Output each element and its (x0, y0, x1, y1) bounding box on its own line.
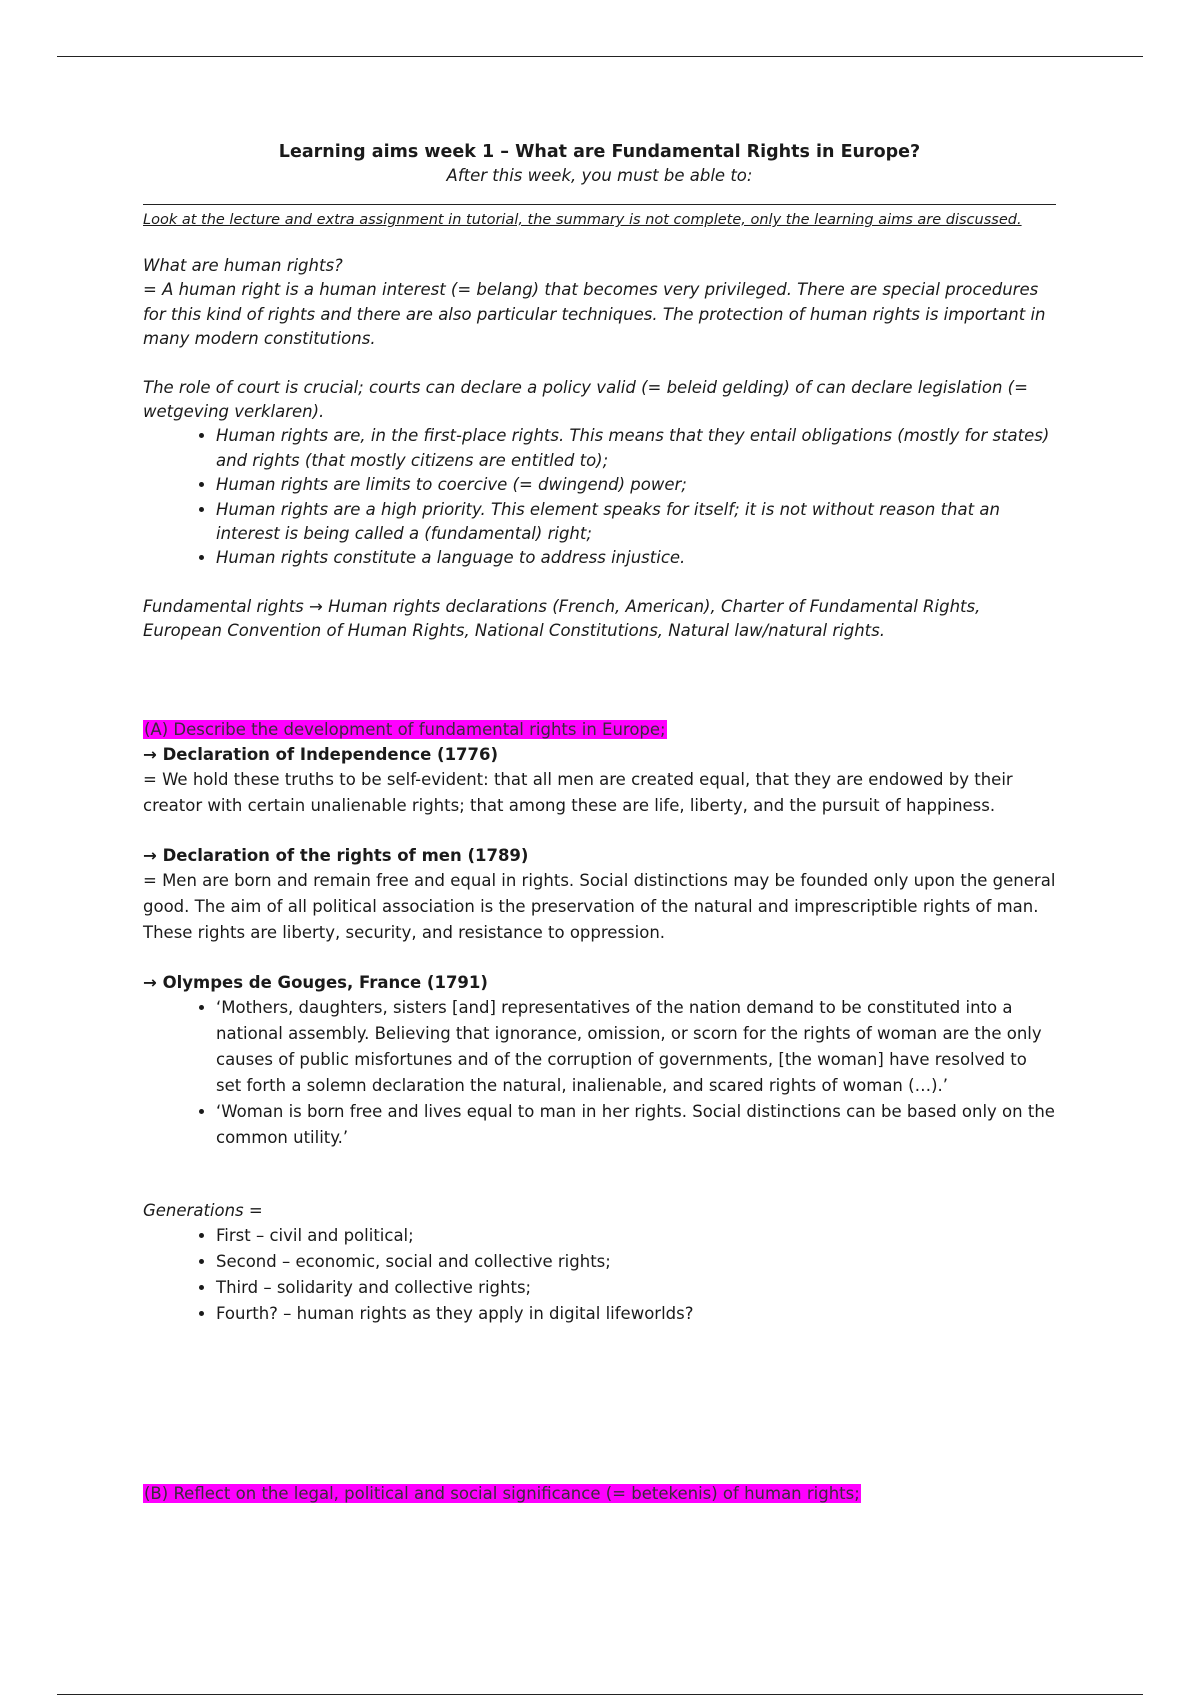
declaration-independence-text: = We hold these truths to be self-evident: that all men are created equal, that they are endowed by their creator with certain unalienable rights; that among these are life, liberty, and the pursuit of happiness. (143, 769, 1013, 815)
fundamental-rights-text: Fundamental rights → Human rights declarations (French, American), Charter of Fundamental Rights, European Convention of Human Rights, National Constitutions, Natural law/natural rights. (143, 596, 981, 641)
olympes-bullet-list (143, 995, 1056, 1151)
arrow-icon: → (143, 972, 157, 992)
bottom-rule (57, 1694, 1143, 1695)
olympes-title: → Olympes de Gouges, France (1791) (143, 972, 488, 992)
list-item: • Human rights are a high priority. This element speaks for itself; it is not without reason that an interest is being called a (fundamental) right; (216, 498, 1056, 547)
intro-question: What are human rights? (143, 256, 343, 275)
list-item: • Fourth? – human rights as they apply in digital lifeworlds? (216, 1301, 1056, 1327)
arrow-icon: → (143, 744, 157, 764)
list-item: • Second – economic, social and collective rights; (216, 1249, 1056, 1275)
page-subtitle: After this week, you must be able to: (446, 166, 753, 185)
declaration-rights-text: = Men are born and remain free and equal in rights. Social distinctions may be founded only upon the general good. The aim of all political association is the preservation of the natural and imprescriptible rights of man. These rights are liberty, security, and resistance to oppression. (143, 870, 1056, 942)
generations-list (143, 1223, 1056, 1327)
document-page (143, 140, 1056, 1506)
list-item: • Third – solidarity and collective rights; (216, 1275, 1056, 1301)
list-item: • First – civil and political; (216, 1223, 1056, 1249)
note-text: Look at the lecture and extra assignment in tutorial, the summary is not complete, only the learning aims are discussed. (143, 212, 1022, 228)
declaration-rights-title: → Declaration of the rights of men (1789) (143, 845, 529, 865)
note-block (143, 204, 1056, 230)
intro-court: The role of court is crucial; courts can declare a policy valid (= beleid gelding) of can declare legislation (= wetgeving verklaren). (143, 377, 1028, 422)
page-title: Learning aims week 1 – What are Fundamental Rights in Europe? (278, 142, 921, 162)
section-b-heading: (B) Reflect on the legal, political and social significance (= betekenis) of human rights; (144, 1484, 860, 1504)
intro-answer: = A human right is a human interest (= belang) that becomes very privileged. There are special procedures for this kind of rights and there are also particular techniques. The protection of human rights is important in many modern constitutions. (143, 280, 1046, 349)
list-item: • ‘Woman is born free and lives equal to man in her rights. Social distinctions can be based only on the common utility.’ (216, 1099, 1056, 1151)
list-item: • ‘Mothers, daughters, sisters [and] representatives of the nation demand to be constituted into a national assembly. Believing that ignorance, omission, or scorn for the rights of woman are the only causes of public misfortunes and of the corruption of governments, [the woman] have resolved to set forth a solemn declaration the natural, inalienable, and scared rights of woman (…).’ (216, 995, 1056, 1099)
arrow-icon: → (143, 845, 157, 865)
list-item: • Human rights are limits to coercive (= dwingend) power; (216, 473, 1056, 497)
intro-bullet-list (143, 424, 1056, 570)
top-rule (57, 56, 1143, 57)
declaration-independence-title: → Declaration of Independence (1776) (143, 744, 499, 764)
list-item: • Human rights are, in the first-place rights. This means that they entail obligations (mostly for states) and rights (that mostly citizens are entitled to); (216, 424, 1056, 473)
section-a-heading: (A) Describe the development of fundamental rights in Europe; (144, 719, 666, 739)
generations-label: Generations = (143, 1200, 263, 1220)
list-item: • Human rights constitute a language to address injustice. (216, 546, 1056, 570)
